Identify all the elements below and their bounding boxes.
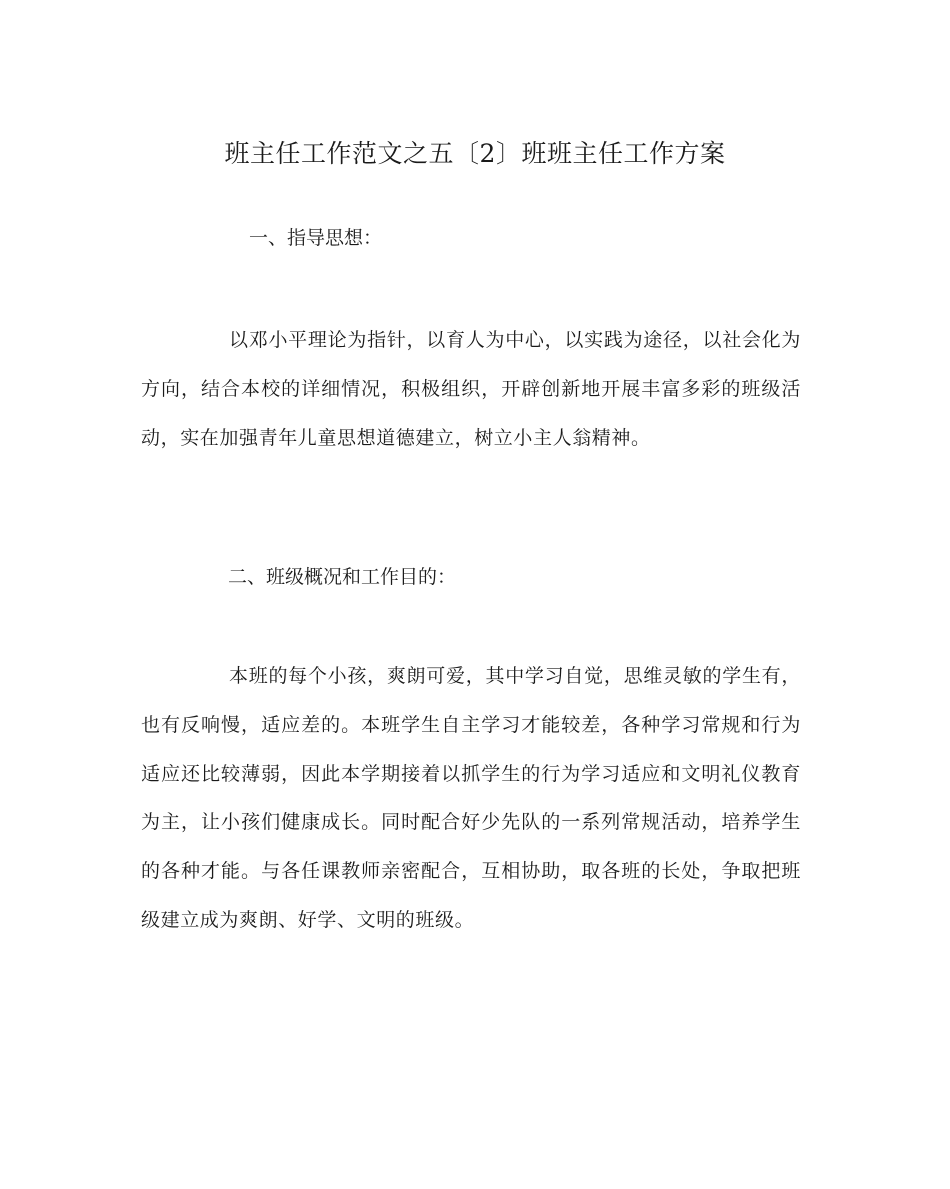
document-title: 班主任工作范文之五〔2〕班班主任工作方案 (224, 139, 726, 168)
section-body-guiding-ideology: 以邓小平理论为指针，以育人为中心，以实践为途径，以社会化为方向，结合本校的详细情况，积极组织，开辟创新地开展丰富多彩的班级活动，实在加强青年儿童思想道德建立，树立小主人翁精神。 (141, 329, 801, 449)
section-heading-guiding-ideology: 一、指导思想： (249, 227, 383, 249)
section-heading-class-overview: 二、班级概况和工作目的： (228, 566, 457, 588)
section-body-class-overview: 本班的每个小孩，爽朗可爱，其中学习自觉，思维灵敏的学生有，也有反响慢，适应差的。本班学生自主学习才能较差，各种学习常规和行为适应还比较薄弱，因此本学期接着以抓学生的行为学习适应和文明礼仪教育为主，让小孩们健康成长。同时配合好少先队的一系列常规活动，培养学生的各种才能。与各任课教师亲密配合，互相协助，取各班的长处，争取把班级建立成为爽朗、好学、文明的班级。 (141, 665, 801, 931)
